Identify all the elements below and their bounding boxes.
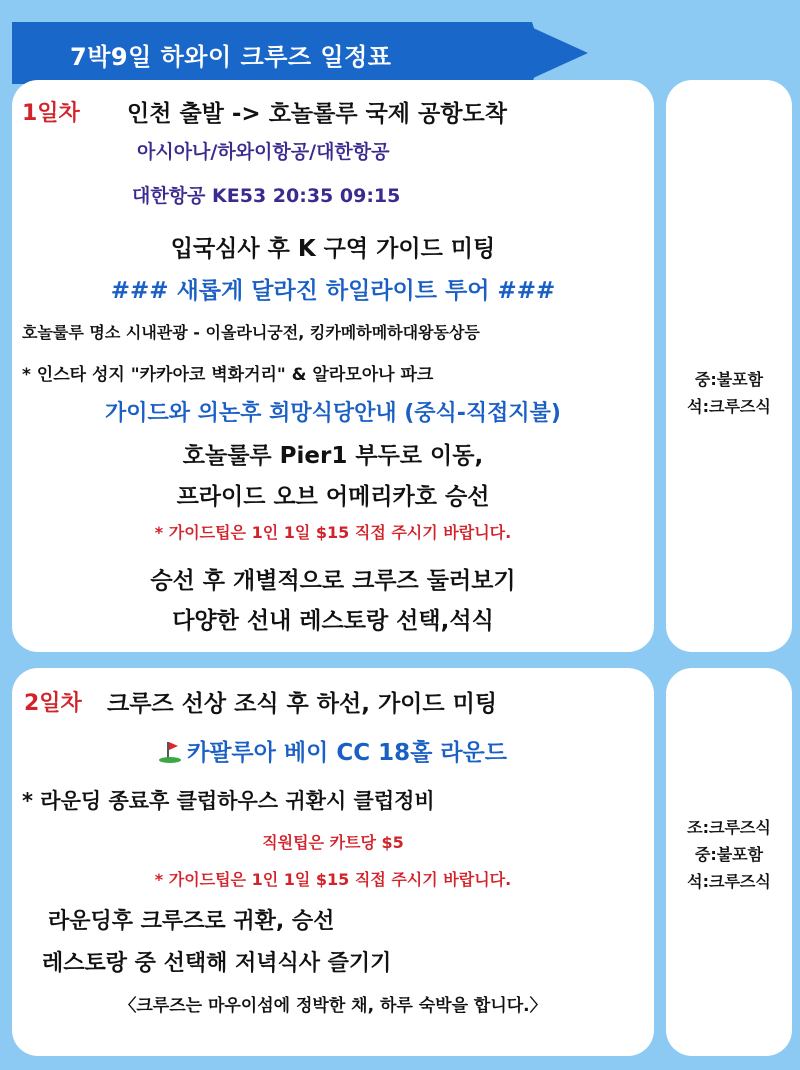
day1-lunch: 가이드와 의논후 희망식당안내 (중식-직접지불) — [104, 401, 561, 426]
day2-note: 〈크루즈는 마우이섬에 정박한 채, 하루 숙박을 합니다.〉 — [119, 996, 547, 1016]
day1-departure: 인천 출발 -> 호놀롤루 국제 공항도착 — [127, 101, 507, 127]
day2-dinner: 레스토랑 중 선택해 저녁식사 즐기기 — [42, 951, 392, 976]
day1-city-tour: 호놀룰루 명소 시내관광 - 이올라니궁전, 킹카메하메하대왕동상등 — [22, 323, 480, 342]
day1-guide-tip: * 가이드팁은 1인 1일 $15 직접 주시기 바랍니다. — [154, 523, 512, 542]
day2-meal-dinner: 석:크루즈식 — [687, 872, 771, 891]
day1-meals-card — [666, 80, 792, 652]
day2-club-return: * 라운딩 종료후 클럽하우스 귀환시 클럽정비 — [22, 789, 435, 813]
day2-golf-round: 카팔루아 베이 CC 18홀 라운드 — [12, 734, 654, 767]
day1-explore: 승선 후 개별적으로 크루즈 둘러보기 — [150, 568, 516, 594]
day1-pier: 호놀룰루 Pier1 부두로 이동, — [182, 443, 484, 469]
day1-highlight-title: ### 새롭게 달라진 하일라이트 투어 ### — [110, 278, 556, 304]
day2-itinerary-card — [12, 668, 654, 1056]
day1-meal-dinner: 석:크루즈식 — [687, 397, 771, 416]
page-title: 7박9일 하와이 크루즈 일정표 — [70, 43, 392, 71]
day2-caddie-tip: 직원팁은 카트당 $5 — [262, 833, 404, 852]
day1-boarding: 프라이드 오브 어메리카호 승선 — [176, 484, 490, 510]
day1-label: 1일차 — [22, 101, 80, 126]
day1-airlines: 아시아나/하와이항공/대한항공 — [137, 141, 390, 163]
day2-meal-lunch: 중:불포함 — [694, 845, 764, 864]
day2-meals-card — [666, 668, 792, 1056]
day1-itinerary-card — [12, 80, 654, 652]
day2-return-cruise: 라운딩후 크루즈로 귀환, 승선 — [48, 909, 335, 934]
banner-arrow — [520, 22, 588, 84]
day2-disembark: 크루즈 선상 조식 후 하선, 가이드 미팅 — [107, 691, 498, 717]
day1-dinner: 다양한 선내 레스토랑 선택,석식 — [172, 608, 494, 634]
day2-guide-tip: * 가이드팁은 1인 1일 $15 직접 주시기 바랍니다. — [154, 870, 512, 889]
golf-flag-icon — [159, 741, 181, 763]
day2-meal-breakfast: 조:크루즈식 — [687, 818, 771, 837]
day1-meals — [666, 366, 792, 420]
day2-label: 2일차 — [24, 691, 82, 716]
day1-instagram: * 인스타 성지 "카카아코 벽화거리" & 알라모아나 파크 — [22, 365, 434, 385]
day2-meals — [666, 814, 792, 895]
day1-flight: 대한항공 KE53 20:35 09:15 — [132, 185, 401, 207]
day1-meal-lunch: 중:불포함 — [694, 370, 764, 389]
day1-immigration: 입국심사 후 K 구역 가이드 미팅 — [170, 236, 496, 262]
